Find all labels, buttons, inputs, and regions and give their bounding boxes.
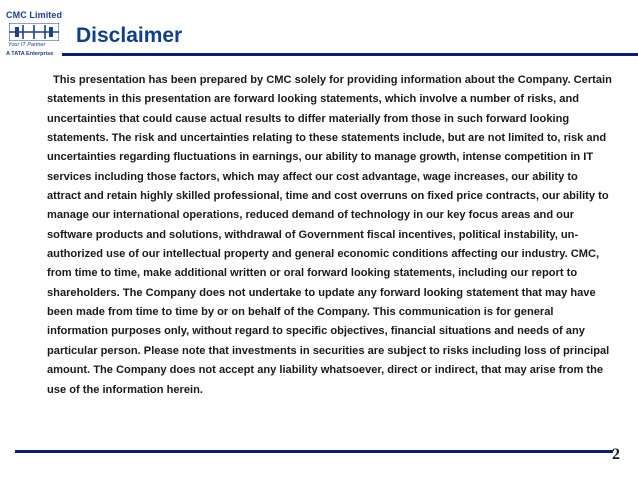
cmc-logo-icon bbox=[9, 23, 59, 41]
logo-tagline: Your IT Partner bbox=[8, 42, 46, 48]
page-number: 2 bbox=[612, 446, 620, 463]
company-logo bbox=[6, 10, 64, 58]
footer-divider bbox=[15, 450, 613, 453]
logo-company-name: CMC Limited bbox=[6, 10, 63, 20]
page-title: Disclaimer bbox=[76, 24, 183, 47]
header-divider bbox=[62, 53, 638, 56]
logo-enterprise: A TATA Enterprise bbox=[6, 51, 54, 57]
disclaimer-text: This presentation has been prepared by CMC solely for providing information about the Company. Certain statements in this presentation are forward looking statements, which involve a number of risks, and uncertainties that could cause actual results to differ materially from those in such forward looking statements. The risk and uncertainties relating to these statements include, but are not limited to, risk and uncertainties regarding fluctuations in earnings, our ability to manage growth, intense competition in IT services including those factors, which may affect our cost advantage, wage increases, our ability to attract and retain highly skilled professional, time and cost overruns on fixed price contracts, our ability to manage our international operations, reduced demand of technology in our key focus areas and our software products and solutions, withdrawal of Government fiscal incentives, political instability, un-authorized use of our intellectual property and general economic conditions affecting our industry. CMC, from time to time, make additional written or oral forward looking statements, including our report to shareholders. The Company does not undertake to update any forward looking statement that may have been made from time to time by or on behalf of the Company. This communication is for general information purposes only, without regard to specific objectives, financial situations and needs of any particular person. Please note that investments in securities are subject to risks including loss of principal amount. The Company does not accept any liability whatsoever, direct or indirect, that may arise from the use of the information herein. bbox=[47, 74, 612, 396]
